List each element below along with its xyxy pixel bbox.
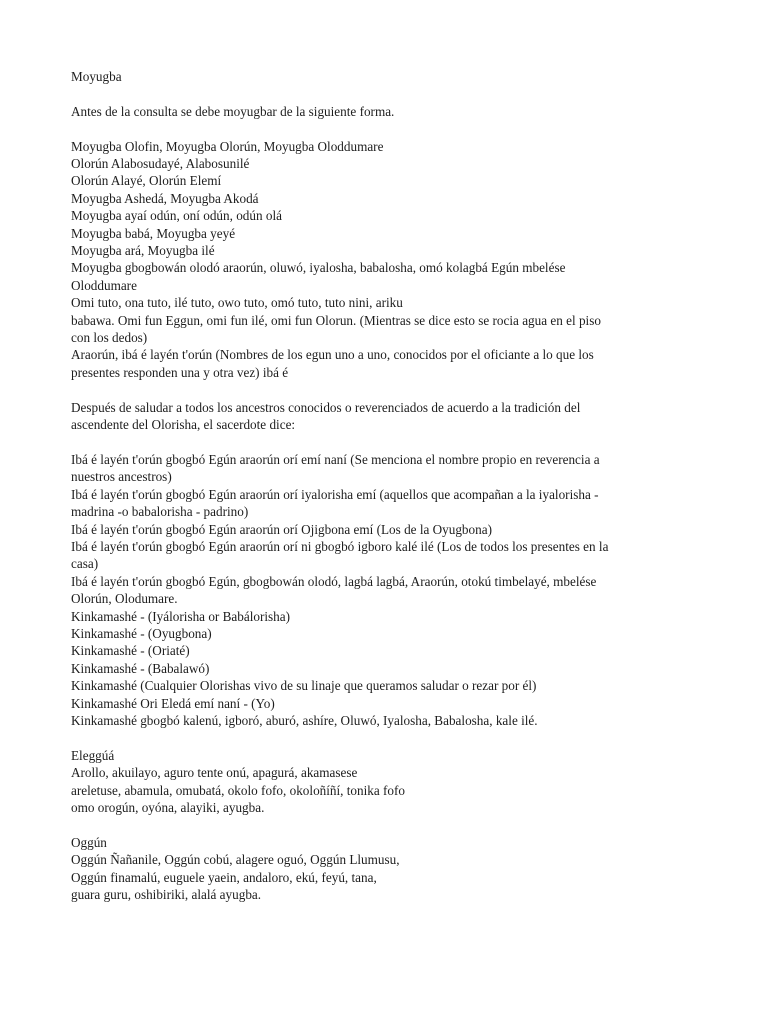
text-line: omo orogún, oyóna, alayiki, ayugba. xyxy=(71,799,265,815)
text-line: Arollo, akuilayo, aguro tente onú, apagurá, akamasese xyxy=(71,765,358,781)
text-line: casa) xyxy=(71,556,99,572)
text-line: areletuse, abamula, omubatá, okolo fofo, okoloñíñí, tonika fofo xyxy=(71,782,405,798)
intro-paragraph xyxy=(71,103,721,120)
text-line: Omi tuto, ona tuto, ilé tuto, owo tuto, omó tuto, tuto nini, ariku xyxy=(71,295,403,311)
text-line: guara guru, oshibiriki, alalá ayugba. xyxy=(71,887,262,902)
text-line: Oloddumare xyxy=(71,277,137,293)
text-line: Moyugba ará, Moyugba ilé xyxy=(71,243,215,259)
document-page xyxy=(71,68,721,921)
text-line: ascendente del Olorisha, el sacerdote dice: xyxy=(71,417,296,433)
text-line: Moyugba Ashedá, Moyugba Akodá xyxy=(71,190,259,206)
text-line: Kinkamashé - (Oyugbona) xyxy=(71,625,212,641)
oggun-section xyxy=(71,834,721,904)
section-heading: Eleggúá xyxy=(71,747,115,763)
text-line: Oggún finamalú, euguele yaein, andaloro, ekú, feyú, tana, xyxy=(71,869,377,885)
intro-text: Antes de la consulta se debe moyugbar de la siguiente forma. xyxy=(71,103,395,119)
text-line: con los dedos) xyxy=(71,330,148,346)
document-title xyxy=(71,68,721,85)
iba-block xyxy=(71,451,721,730)
text-line: Ibá é layén t'orún gbogbó Egún araorún orí emí naní (Se menciona el nombre propio en reverencia a xyxy=(71,451,600,467)
text-line: Ibá é layén t'orún gbogbó Egún araorún orí ni gbogbó igboro kalé ilé (Los de todos los presentes en la xyxy=(71,538,609,554)
text-line: Ibá é layén t'orún gbogbó Egún araorún orí Ojigbona emí (Los de la Oyugbona) xyxy=(71,521,492,537)
text-line: Kinkamashé Ori Eledá emí naní - (Yo) xyxy=(71,695,275,711)
text-line: Moyugba babá, Moyugba yeyé xyxy=(71,225,236,241)
text-line: nuestros ancestros) xyxy=(71,469,172,485)
text-line: Moyugba Olofin, Moyugba Olorún, Moyugba Oloddumare xyxy=(71,138,384,154)
text-line: Kinkamashé - (Oriaté) xyxy=(71,643,190,659)
invocation-block xyxy=(71,138,721,382)
text-line: Kinkamashé gbogbó kalenú, igboró, aburó, ashíre, Oluwó, Iyalosha, Babalosha, kale ilé. xyxy=(71,712,538,728)
text-line: Después de saludar a todos los ancestros conocidos o reverenciados de acuerdo a la tradición del xyxy=(71,399,581,415)
text-line: Olorún, Olodumare. xyxy=(71,591,178,607)
title-text: Moyugba xyxy=(71,69,122,84)
text-line: Moyugba ayaí odún, oní odún, odún olá xyxy=(71,208,282,224)
text-line: Ibá é layén t'orún gbogbó Egún araorún orí iyalorisha emí (aquellos que acompañan a la iyalorisha - xyxy=(71,486,599,502)
text-line: Olorún Alayé, Olorún Elemí xyxy=(71,173,222,189)
text-line: Kinkamashé (Cualquier Olorishas vivo de su linaje que queramos saludar o rezar por él) xyxy=(71,678,537,694)
text-line: Moyugba gbogbowán olodó araorún, oluwó, iyalosha, babalosha, omó kolagbá Egún mbelése xyxy=(71,260,566,276)
text-line: Kinkamashé - (Iyálorisha or Babálorisha) xyxy=(71,608,290,624)
text-line: Oggún Ñañanile, Oggún cobú, alagere oguó, Oggún Llumusu, xyxy=(71,852,400,868)
text-line: madrina -o babalorisha - padrino) xyxy=(71,504,249,520)
text-line: babawa. Omi fun Eggun, omi fun ilé, omi fun Olorun. (Mientras se dice esto se rocia agua en el piso xyxy=(71,312,601,328)
text-line: Araorún, ibá é layén t'orún (Nombres de los egun uno a uno, conocidos por el oficiante a lo que los xyxy=(71,347,594,363)
text-line: presentes responden una y otra vez) ibá é xyxy=(71,364,289,380)
text-line: Olorún Alabosudayé, Alabosunilé xyxy=(71,156,250,171)
text-line: Ibá é layén t'orún gbogbó Egún, gbogbowán olodó, lagbá lagbá, Araorún, otokú timbelayé, mbelése xyxy=(71,573,597,589)
ancestors-paragraph xyxy=(71,399,721,434)
section-heading: Oggún xyxy=(71,834,107,850)
text-line: Kinkamashé - (Babalawó) xyxy=(71,660,210,676)
eleggua-section xyxy=(71,747,721,817)
